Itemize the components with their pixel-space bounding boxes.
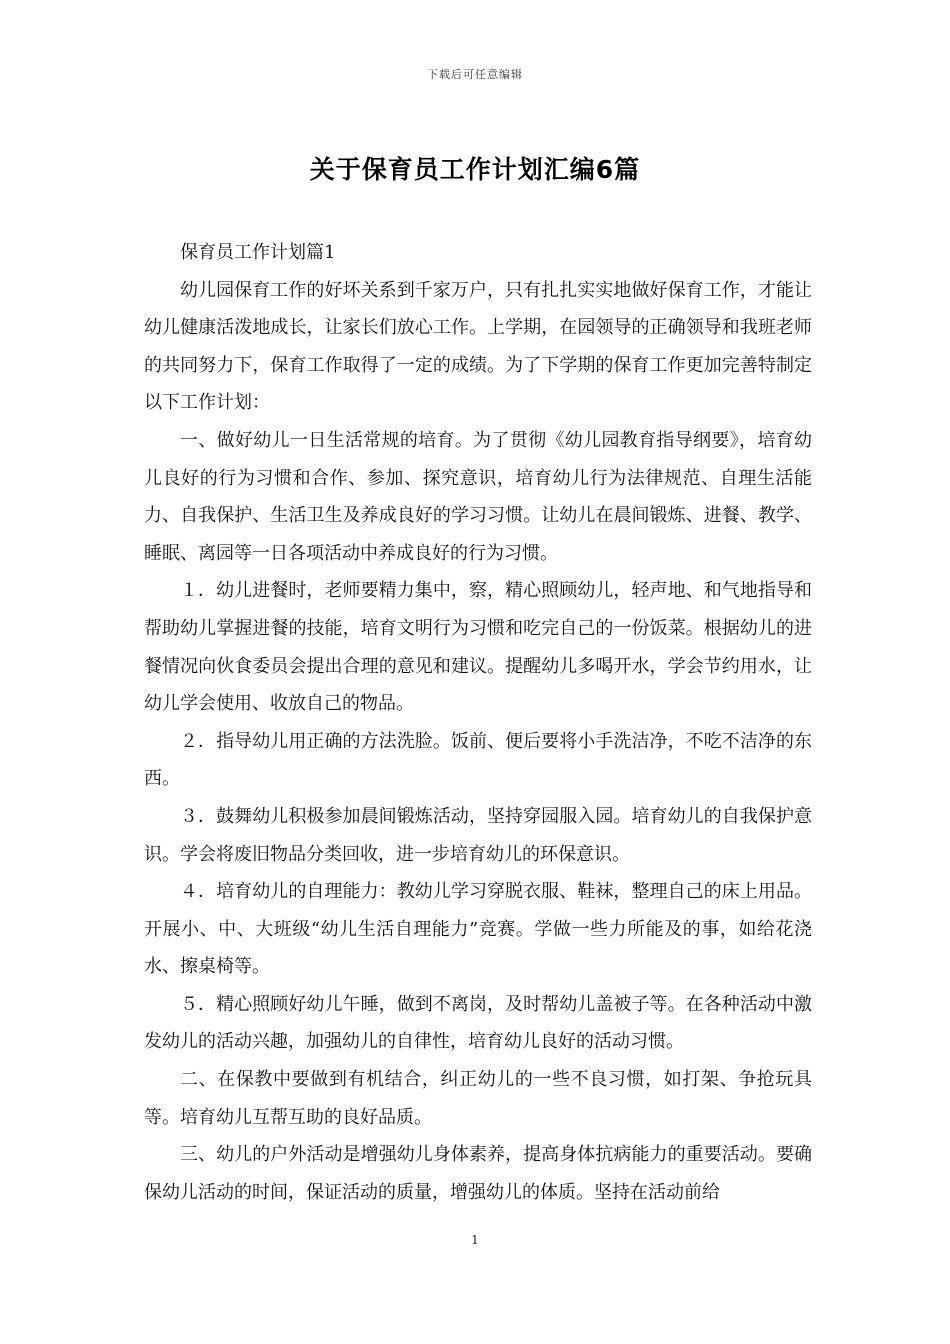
document-title: 关于保育员工作计划汇编6篇 (309, 155, 641, 184)
document-body (144, 234, 812, 1211)
paragraph: 幼儿园保育工作的好坏关系到千家万户，只有扎扎实实地做好保育工作，才能让幼儿健康活泼地成长，让家长们放心工作。上学期，在园领导的正确领导和我班老师的共同努力下，保育工作取得了一定的成绩。为了下学期的保育工作更加完善特制定以下工作计划： (144, 279, 812, 414)
paragraph: ３．鼓舞幼儿积极参加晨间锻炼活动，坚持穿园服入园。培育幼儿的自我保护意识。学会将废旧物品分类回收，进一步培育幼儿的环保意识。 (144, 805, 812, 865)
section-heading: 保育员工作计划篇1 (180, 242, 336, 263)
paragraph: ４．培育幼儿的自理能力：教幼儿学习穿脱衣服、鞋袜，整理自己的床上用品。开展小、中、大班级“幼儿生活自理能力”竞赛。学做一些力所能及的事，如给花浇水、擦桌椅等。 (144, 881, 812, 978)
page-number: 1 (471, 1233, 479, 1247)
paragraph: ５．精心照顾好幼儿午睡，做到不离岗，及时帮幼儿盖被子等。在各种活动中激发幼儿的活动兴趣，加强幼儿的自律性，培育幼儿良好的活动习惯。 (144, 993, 812, 1053)
paragraph: 二、在保教中要做到有机结合，纠正幼儿的一些不良习惯，如打架、争抢玩具等。培育幼儿互帮互助的良好品质。 (144, 1069, 812, 1128)
paragraph: １．幼儿进餐时，老师要精力集中，察，精心照顾幼儿，轻声地、和气地指导和帮助幼儿掌握进餐的技能，培育文明行为习惯和吃完自己的一份饭菜。根据幼儿的进餐情况向伙食委员会提出合理的意见和建议。提醒幼儿多喝开水，学会节约用水，让幼儿学会使用、收放自己的物品。 (144, 580, 812, 715)
paragraph: ２．指导幼儿用正确的方法洗脸。饭前、便后要将小手洗洁净，不吃不洁净的东西。 (144, 730, 812, 790)
paragraph: 一、做好幼儿一日生活常规的培育。为了贯彻《幼儿园教育指导纲要》，培育幼儿良好的行为习惯和合作、参加、探究意识，培育幼儿行为法律规范、自理生活能力、自我保护、生活卫生及养成良好的学习习惯。让幼儿在晨间锻炼、进餐、教学、睡眠、离园等一日各项活动中养成良好的行为习惯。 (144, 429, 812, 564)
header-note: 下载后可任意编辑 (427, 68, 523, 81)
paragraph: 三、幼儿的户外活动是增强幼儿身体素养，提高身体抗病能力的重要活动。要确保幼儿活动的时间，保证活动的质量，增强幼儿的体质。坚持在活动前给 (144, 1144, 812, 1203)
